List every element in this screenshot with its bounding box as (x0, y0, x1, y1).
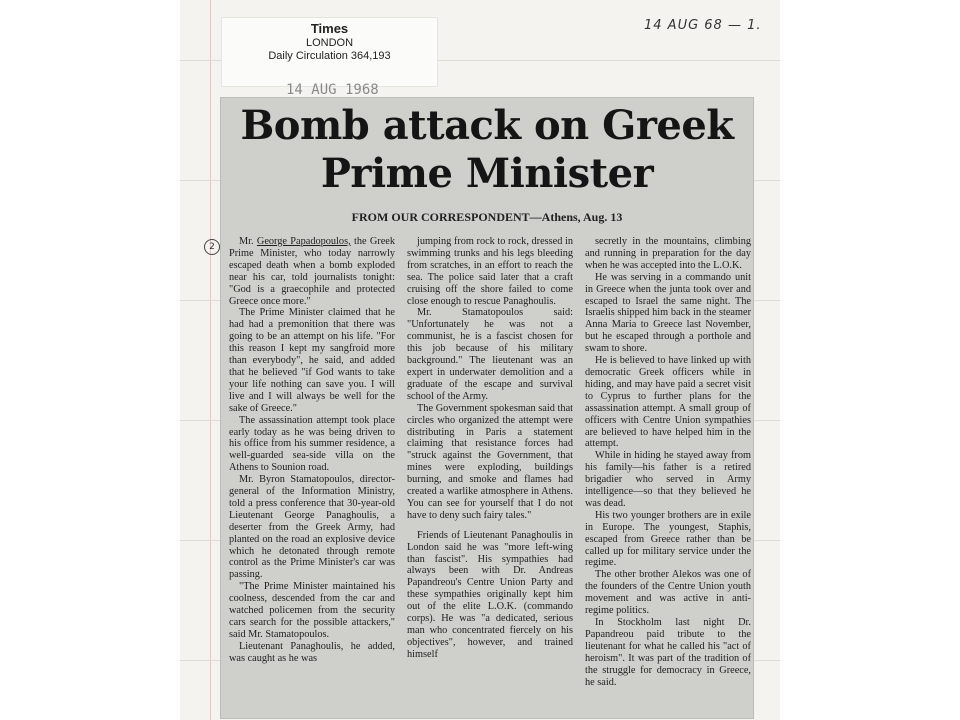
article-paragraph: "The Prime Minister maintained his coolness, descended from the car and watched policemen from the security cars search for the possible attackers," said Mr. Stamatopoulos. (229, 581, 395, 640)
article-paragraph: Mr. Stamatopoulos said: "Unfortunately he was not a communist, he is a fascist chosen for this job because of his military background." The lieutenant was an expert in underwater demolition and a graduate of the escape and survival school of the Army. (407, 307, 573, 402)
article-paragraph: His two younger brothers are in exile in Europe. The youngest, Staphis, escaped from Greece rather than be called up for military service under the regime. (585, 509, 751, 569)
article-paragraph: Lieutenant Panaghoulis, he added, was caught as he was (229, 640, 395, 664)
article-column-3 (585, 236, 751, 688)
article-paragraph: The assassination attempt took place early today as he was being driven to his office from his summer residence, a well-guarded sea-side villa on the Athens to Sounion road. (229, 414, 395, 474)
article-paragraph: He was serving in a commando unit in Greece when the junta took over and escaped to Israel the same night. The Israelis shipped him back in the steamer Anna Maria to Greece last November, but he escaped through a porthole and swam to shore. (585, 271, 751, 355)
article-paragraph: In Stockholm last night Dr. Papandreou paid tribute to the lieutenant for what he called his "act of heroism". It was part of the tradition of the struggle for democracy in Greece, he said. (585, 617, 751, 688)
headline-line-1: Bomb attack on Greek (240, 102, 734, 149)
article-paragraph: While in hiding he stayed away from his family—his father is a retired brigadier who served in Army intelligence—so that they believed he was dead. (585, 450, 751, 509)
paper-city: LONDON (305, 37, 354, 49)
margin-rule (210, 0, 211, 720)
paper-name: Times (310, 21, 349, 36)
article-paragraph: The Government spokesman said that circles who organized the attempt were distributing in Paris a statement claiming that resistance forces had "struck against the Government, that mines were exploding, buildings burning, and smoke and flames had created a warlike atmosphere in Athens. You can see for yourself that I do not have to deny such fairy tales." (407, 402, 573, 521)
article-paragraph: Friends of Lieutenant Panaghoulis in London said he was "more left-wing than fascist". His sympathies had always been with Dr. Andreas Papandreou's Centre Union Party and these sympathies originally kept him out of the elite L.O.K. (commando corps). He was "a dedicated, serious man who concentrated fiercely on his objectives", however, and trained himself (407, 529, 573, 660)
source-label (222, 18, 437, 86)
underlined-name: George Papadopoulos, (256, 236, 351, 247)
article-column-1 (229, 236, 395, 688)
article-paragraph: Mr. Byron Stamatopoulos, director-general of the Information Ministry, told a press conference that 30-year-old Lieutenant George Panaghoulis, a deserter from the Greek Army, had planted on the road an explosive device which he detonated through remote control as the Prime Minister's car was passing. (229, 474, 395, 581)
headline-line-2: Prime Minister (320, 150, 654, 197)
headline (221, 102, 753, 198)
byline: FROM OUR CORRESPONDENT—Athens, Aug. 13 (351, 210, 623, 224)
paragraph-lead: Mr. (239, 236, 257, 247)
article-paragraph (229, 236, 395, 307)
article-paragraph: The Prime Minister claimed that he had had a premonition that there was going to be an attempt on his life. "For this reason I kept my sangfroid more than everybody", he said, and added that he believed "if God wants to take your life nothing can save you. I will live and I will always be well for the sake of Greece." (229, 307, 395, 414)
article-paragraph: secretly in the mountains, climbing and running in preparation for the day when he was accepted into the L.O.K. (585, 236, 751, 271)
article-paragraph: jumping from rock to rock, dressed in swimming trunks and his legs bleeding from scratches, in an effort to reach the sea. The police said later that a craft cruising off the shore failed to come close enough to rescue Panaghoulis. (407, 236, 573, 307)
news-clipping (221, 98, 753, 718)
date-stamp: 14 AUG 1968 (286, 82, 379, 98)
article-paragraph: He is believed to have linked up with democratic Greek officers while in hiding, and may have paid a secret visit to Cyprus to further plans for the assassination attempt. A small group of officers with Centre Union sympathies are believed to have helped him in the attempt. (585, 355, 751, 450)
paragraph-rest: the Greek Prime Minister, who today narrowly escaped death when a bomb exploded near his car, told journalists tonight: "God is a graecophile and protected Greece once more." (229, 236, 395, 307)
article-column-2 (407, 236, 573, 688)
article-paragraph: The other brother Alekos was one of the founders of the Centre Union youth movement and was active in anti-regime politics. (585, 569, 751, 617)
paper-circulation: Daily Circulation 364,193 (268, 50, 391, 62)
article-columns (229, 236, 751, 688)
handwritten-note: 14 AUG 68 — 1. (644, 18, 762, 33)
margin-mark: 2 (204, 239, 220, 255)
